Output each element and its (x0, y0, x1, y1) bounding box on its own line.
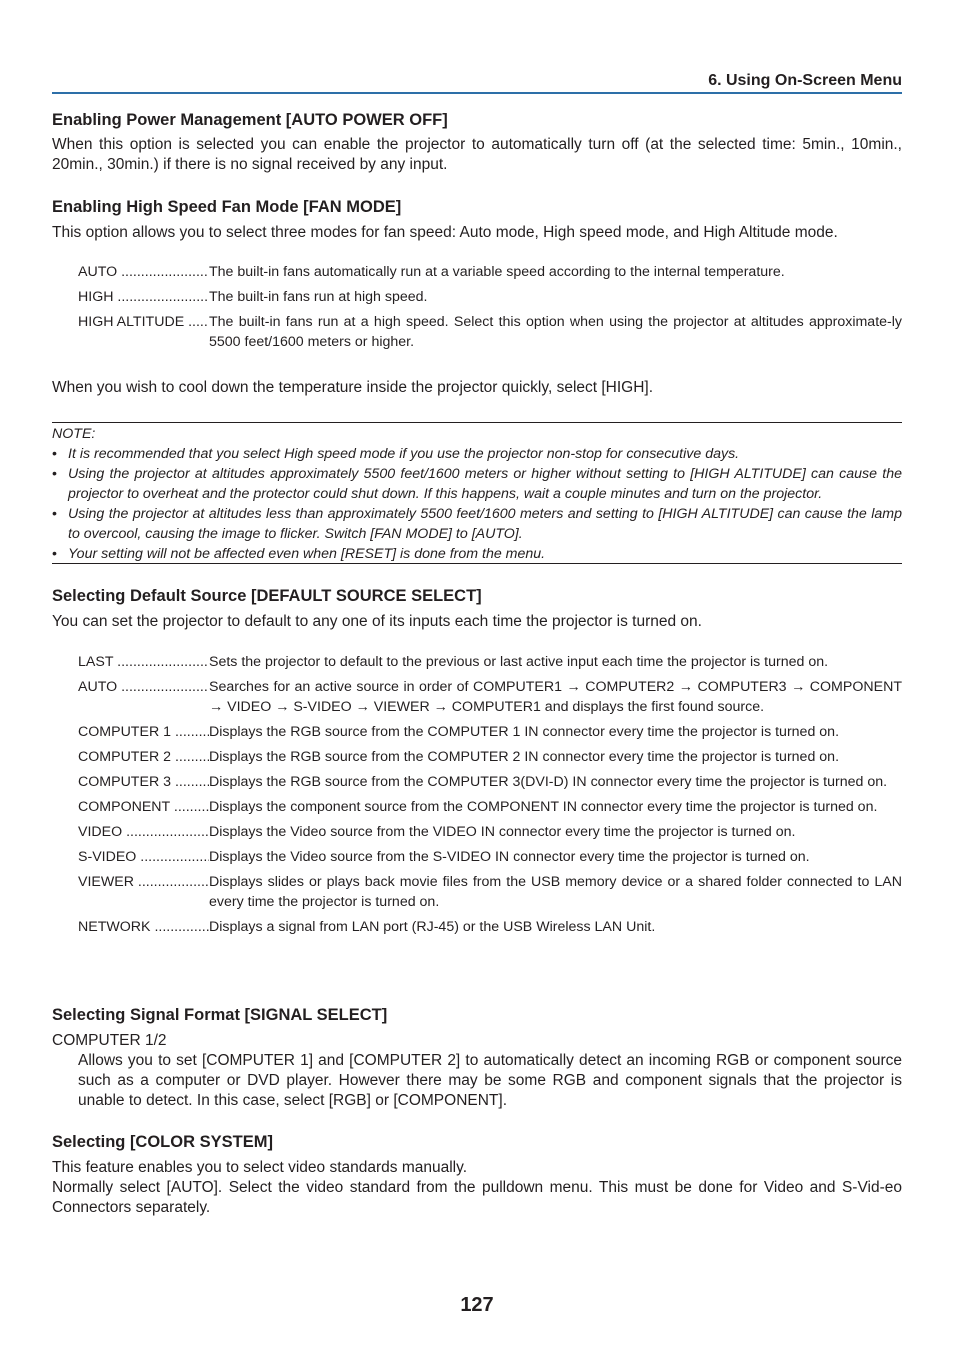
list-item (78, 287, 902, 307)
list-item (78, 797, 902, 817)
item-term: AUTO ..... (78, 677, 209, 717)
item-desc: Displays the component source from the COMPONENT IN connector every time the projector is turned on. (209, 799, 878, 815)
list-item (78, 747, 902, 767)
note-box (52, 422, 902, 564)
item-desc: Sets the projector to default to the previous or last active input each time the projector is turned on. (209, 654, 829, 670)
fan-mode-intro: This option allows you to select three modes for fan speed: Auto mode, High speed mode, and High Altitude mode. (52, 224, 838, 241)
note-title: NOTE: (52, 426, 96, 442)
fan-mode-list (78, 262, 902, 357)
item-term: COMPUTER 2 ..... (78, 747, 209, 767)
list-item (78, 722, 902, 742)
list-item (78, 652, 902, 672)
item-term: NETWORK ..... (78, 917, 209, 937)
heading-fan-mode: Enabling High Speed Fan Mode [FAN MODE] (52, 198, 402, 216)
signal-select-sub: COMPUTER 1/2 (52, 1032, 167, 1049)
item-desc: Displays a signal from LAN port (RJ-45) or the USB Wireless LAN Unit. (209, 919, 656, 935)
item-desc: Displays the Video source from the VIDEO IN connector every time the projector is turned on. (209, 824, 796, 840)
list-item (78, 847, 902, 867)
item-term: AUTO ..... (78, 262, 209, 282)
item-desc: Displays the RGB source from the COMPUTER 1 IN connector every time the projector is turned on. (209, 724, 840, 740)
item-term: LAST ..... (78, 652, 209, 672)
list-item (78, 822, 902, 842)
heading-color-system: Selecting [COLOR SYSTEM] (52, 1133, 273, 1151)
item-desc: Searches for an active source in order of COMPUTER1 → COMPUTER2 → COMPUTER3 → COMPONENT → VIDEO → S-VIDEO → VIEWER → COMPUTER1 and displays the first found source. (209, 679, 902, 715)
item-desc: Displays slides or plays back movie files from the USB memory device or a shared folder connected to LAN every time the projector is turned on. (209, 874, 902, 910)
signal-select-body: Allows you to set [COMPUTER 1] and [COMPUTER 2] to automatically detect an incoming RGB or component source such as a computer or DVD player. However there may be some RGB and component signals that the projector is unable to detect. In this case, select [RGB] or [COMPONENT]. (78, 1052, 902, 1109)
default-source-list (78, 652, 902, 942)
item-term: COMPUTER 1 ..... (78, 722, 209, 742)
item-term: VIEWER ..... (78, 872, 209, 912)
heading-signal-select: Selecting Signal Format [SIGNAL SELECT] (52, 1006, 388, 1024)
note-item: • Using the projector at altitudes less than approximately 5500 feet/1600 meters and setting to [HIGH ALTITUDE] can cause the lamp to overcool, causing the image to flicker. Switch [FAN MODE] to [AUTO]. (52, 504, 902, 544)
running-header (52, 72, 902, 94)
item-term: VIDEO ..... (78, 822, 209, 842)
item-desc: The built-in fans run at a high speed. Select this option when using the projector at altitudes approximate-ly 5500 feet/1600 meters or higher. (209, 314, 902, 350)
list-item (78, 262, 902, 282)
color-system-line2: Normally select [AUTO]. Select the video standard from the pulldown menu. This must be done for Video and S-Vid-eo Connectors separately. (52, 1179, 902, 1216)
list-item (78, 772, 902, 792)
section-title: 6. Using On-Screen Menu (708, 72, 902, 89)
list-item (78, 917, 902, 937)
note-item: • It is recommended that you select High speed mode if you use the projector non-stop for consecutive days. (52, 444, 902, 464)
item-desc: Displays the Video source from the S-VIDEO IN connector every time the projector is turned on. (209, 849, 810, 865)
note-item: • Using the projector at altitudes approximately 5500 feet/1600 meters or higher without setting to [HIGH ALTITUDE] can cause the projector to overheat and the protector could shut down. If this happens, wait a couple minutes and turn on the projector. (52, 464, 902, 504)
auto-power-off-body: When this option is selected you can enable the projector to automatically turn off (at the selected time: 5min., 10min., 20min., 30min.) if there is no signal received by any input. (52, 136, 902, 173)
note-item: • Your setting will not be affected even when [RESET] is done from the menu. (52, 544, 902, 564)
fan-mode-outro: When you wish to cool down the temperature inside the projector quickly, select [HIGH]. (52, 379, 654, 396)
page-number: 127 (460, 1294, 494, 1316)
list-item (78, 677, 902, 717)
item-term: HIGH ..... (78, 287, 209, 307)
heading-auto-power-off: Enabling Power Management [AUTO POWER OFF] (52, 111, 448, 129)
list-item (78, 312, 902, 352)
item-term: COMPONENT ..... (78, 797, 209, 817)
item-term: HIGH ALTITUDE ..... (78, 312, 209, 352)
color-system-line1: This feature enables you to select video standards manually. (52, 1159, 468, 1176)
note-list (52, 444, 902, 564)
item-term: COMPUTER 3 ..... (78, 772, 209, 792)
heading-default-source: Selecting Default Source [DEFAULT SOURCE SELECT] (52, 587, 482, 605)
default-source-intro: You can set the projector to default to any one of its inputs each time the projector is turned on. (52, 613, 702, 630)
item-desc: Displays the RGB source from the COMPUTER 2 IN connector every time the projector is turned on. (209, 749, 840, 765)
item-desc: The built-in fans run at high speed. (209, 289, 428, 305)
item-desc: The built-in fans automatically run at a variable speed according to the internal temperature. (209, 264, 785, 280)
item-desc: Displays the RGB source from the COMPUTER 3(DVI-D) IN connector every time the projector is turned on. (209, 774, 888, 790)
list-item (78, 872, 902, 912)
item-term: S-VIDEO ..... (78, 847, 209, 867)
